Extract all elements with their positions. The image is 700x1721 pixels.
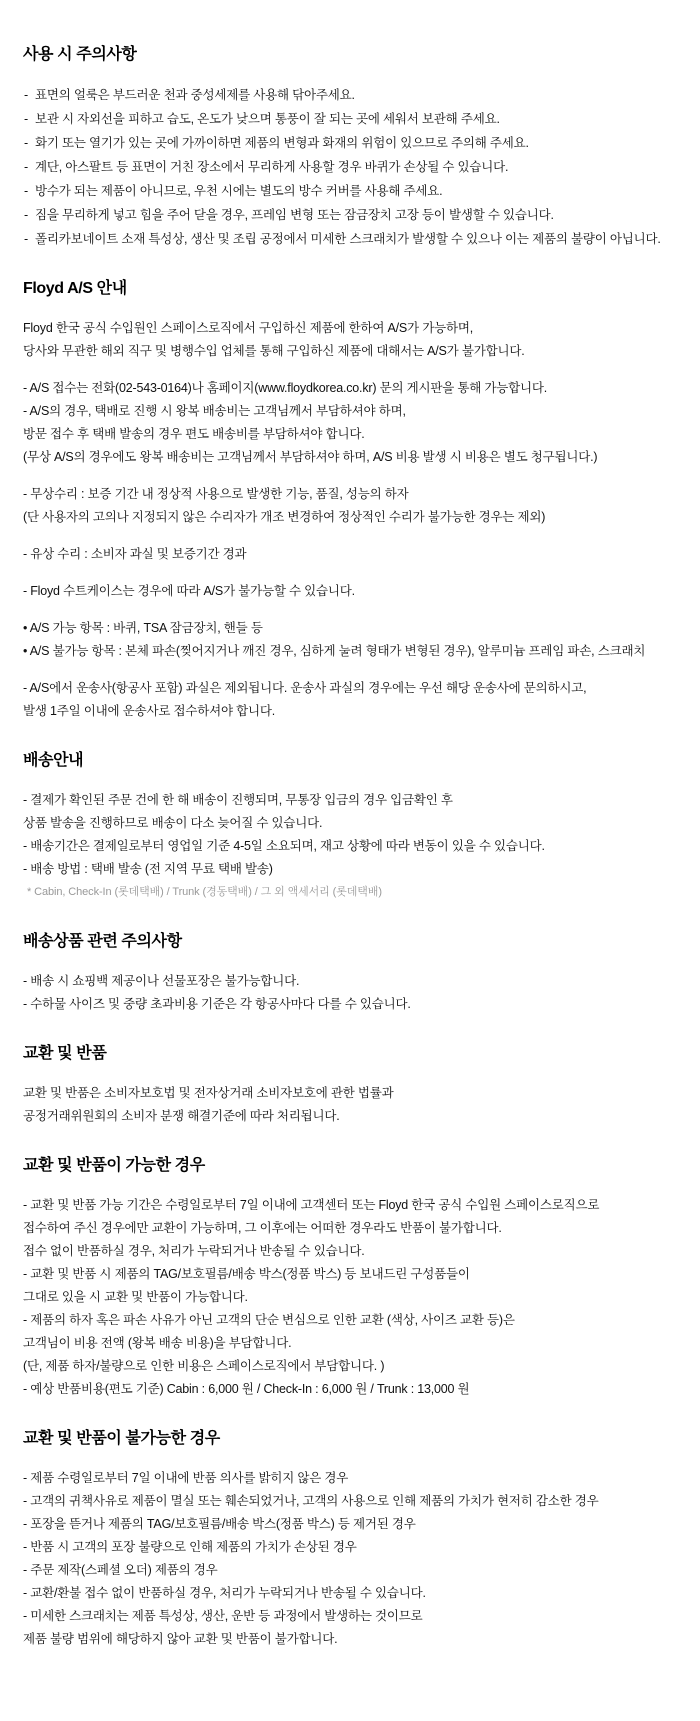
- text-line: - A/S에서 운송사(항공사 포함) 과실은 제외됩니다. 운송사 과실의 경우에는 우선 해당 운송사에 문의하시고,: [23, 681, 587, 695]
- list-item-text: 짐을 무리하게 넣고 힘을 주어 닫을 경우, 프레임 변형 또는 잠금장치 고장 등이 발생할 수 있습니다.: [35, 208, 554, 222]
- text-line: - 배송 방법 : 택배 발송 (전 지역 무료 택배 발송): [23, 862, 273, 876]
- text-line: - 예상 반품비용(편도 기준) Cabin : 6,000 원 / Check-In : 6,000 원 / Trunk : 13,000 원: [23, 1382, 470, 1396]
- dash-bullet-marker: -: [24, 184, 28, 198]
- section-shipping-product-precautions: [23, 931, 676, 1016]
- section-heading-exchange-return: 교환 및 반품: [23, 1045, 107, 1062]
- note-line: * Cabin, Check-In (롯데택배) / Trunk (경동택배) / 그 외 액세서리 (롯데택배): [27, 886, 382, 898]
- text-line: 발생 1주일 이내에 운송사로 접수하셔야 합니다.: [23, 704, 276, 718]
- text-line: - 결제가 확인된 주문 건에 한 해 배송이 진행되며, 무통장 입금의 경우 입금확인 후: [23, 793, 453, 807]
- dash-bullet-marker: -: [24, 160, 28, 174]
- text-line: 고객님이 비용 전액 (왕복 배송 비용)을 부담합니다.: [23, 1336, 292, 1350]
- paragraph: [23, 617, 676, 663]
- paragraph: [23, 970, 676, 1016]
- paragraph: [23, 677, 676, 723]
- bullet-list: [23, 83, 676, 251]
- text-line: - 포장을 뜯거나 제품의 TAG/보호필름/배송 박스(정품 박스) 등 제거된 경우: [23, 1517, 416, 1531]
- list-item: [23, 131, 676, 155]
- text-line: • A/S 가능 항목 : 바퀴, TSA 잠금장치, 핸들 등: [23, 621, 263, 635]
- text-line: - 교환/환불 접수 없이 반품하실 경우, 처리가 누락되거나 반송될 수 있습니다.: [23, 1586, 426, 1600]
- paragraph: [23, 377, 676, 469]
- paragraph: [23, 1194, 676, 1401]
- dash-bullet-marker: -: [24, 136, 28, 150]
- text-line: 접수하여 주신 경우에만 교환이 가능하며, 그 이후에는 어떠한 경우라도 반품이 불가합니다.: [23, 1221, 502, 1235]
- paragraph: [23, 789, 676, 904]
- text-line: 당사와 무관한 해외 직구 및 병행수입 업체를 통해 구입하신 제품에 대해서는 A/S가 불가합니다.: [23, 344, 525, 358]
- text-line: 접수 없이 반품하실 경우, 처리가 누락되거나 반송될 수 있습니다.: [23, 1244, 365, 1258]
- text-line: - 유상 수리 : 소비자 과실 및 보증기간 경과: [23, 547, 247, 561]
- text-line: Floyd 한국 공식 수입원인 스페이스로직에서 구입하신 제품에 한하여 A/S가 가능하며,: [23, 321, 473, 335]
- list-item-text: 표면의 얼룩은 부드러운 천과 중성세제를 사용해 닦아주세요.: [35, 88, 355, 102]
- text-line: 교환 및 반품은 소비자보호법 및 전자상거래 소비자보호에 관한 법률과: [23, 1086, 394, 1100]
- list-item: [23, 155, 676, 179]
- text-line: 공정거래위원회의 소비자 분쟁 해결기준에 따라 처리됩니다.: [23, 1109, 340, 1123]
- section-heading-usage-precautions: 사용 시 주의사항: [23, 46, 137, 63]
- paragraph: [23, 317, 676, 363]
- text-line: 방문 접수 후 택배 발송의 경우 편도 배송비를 부담하셔야 합니다.: [23, 427, 365, 441]
- text-line: 제품 불량 범위에 해당하지 않아 교환 및 반품이 불가합니다.: [23, 1632, 338, 1646]
- list-item: [23, 107, 676, 131]
- paragraph: [23, 543, 676, 566]
- section-exchange-return-possible: [23, 1155, 676, 1401]
- text-line: (무상 A/S의 경우에도 왕복 배송비는 고객님께서 부담하셔야 하며, A/S 비용 발생 시 비용은 별도 청구됩니다.): [23, 450, 598, 464]
- section-heading-shipping-guide: 배송안내: [23, 752, 84, 769]
- text-line: - 배송기간은 결제일로부터 영업일 기준 4-5일 소요되며, 재고 상황에 따라 변동이 있을 수 있습니다.: [23, 839, 545, 853]
- section-heading-floyd-as-guide: Floyd A/S 안내: [23, 280, 127, 297]
- list-item-text: 계단, 아스팔트 등 표면이 거친 장소에서 무리하게 사용할 경우 바퀴가 손상될 수 있습니다.: [35, 160, 509, 174]
- list-item: [23, 203, 676, 227]
- section-exchange-return: [23, 1043, 676, 1128]
- list-item-text: 방수가 되는 제품이 아니므로, 우천 시에는 별도의 방수 커버를 사용해 주세요.: [35, 184, 443, 198]
- section-heading-exchange-return-possible: 교환 및 반품이 가능한 경우: [23, 1157, 205, 1174]
- paragraph: [23, 1467, 676, 1651]
- list-item-text: 화기 또는 열기가 있는 곳에 가까이하면 제품의 변형과 화재의 위험이 있으므로 주의해 주세요.: [35, 136, 529, 150]
- text-line: - 배송 시 쇼핑백 제공이나 선물포장은 불가능합니다.: [23, 974, 300, 988]
- dash-bullet-marker: -: [24, 208, 28, 222]
- text-line: - 미세한 스크래치는 제품 특성상, 생산, 운반 등 과정에서 발생하는 것이므로: [23, 1609, 423, 1623]
- text-line: (단, 제품 하자/불량으로 인한 비용은 스페이스로직에서 부담합니다. ): [23, 1359, 385, 1373]
- list-item: [23, 227, 676, 251]
- text-line: - 무상수리 : 보증 기간 내 정상적 사용으로 발생한 기능, 품질, 성능의 하자: [23, 487, 409, 501]
- text-line: - A/S의 경우, 택배로 진행 시 왕복 배송비는 고객님께서 부담하셔야 하며,: [23, 404, 406, 418]
- section-heading-shipping-product-precautions: 배송상품 관련 주의사항: [23, 933, 182, 950]
- text-line: - Floyd 수트케이스는 경우에 따라 A/S가 불가능할 수 있습니다.: [23, 584, 355, 598]
- list-item-text: 폴리카보네이트 소재 특성상, 생산 및 조립 공정에서 미세한 스크래치가 발생할 수 있으나 이는 제품의 불량이 아닙니다.: [35, 232, 661, 246]
- dash-bullet-marker: -: [24, 112, 28, 126]
- text-line: - 제품 수령일로부터 7일 이내에 반품 의사를 밝히지 않은 경우: [23, 1471, 349, 1485]
- text-line: - 수하물 사이즈 및 중량 초과비용 기준은 각 항공사마다 다를 수 있습니다.: [23, 997, 411, 1011]
- dash-bullet-marker: -: [24, 88, 28, 102]
- text-line: 그대로 있을 시 교환 및 반품이 가능합니다.: [23, 1290, 248, 1304]
- paragraph: [23, 1082, 676, 1128]
- list-item: [23, 83, 676, 107]
- section-usage-precautions: [23, 44, 676, 251]
- section-floyd-as-guide: [23, 278, 676, 723]
- text-line: - 교환 및 반품 가능 기간은 수령일로부터 7일 이내에 고객센터 또는 Floyd 한국 공식 수입원 스페이스로직으로: [23, 1198, 600, 1212]
- section-heading-exchange-return-impossible: 교환 및 반품이 불가능한 경우: [23, 1430, 220, 1447]
- text-line: (단 사용자의 고의나 지정되지 않은 수리자가 개조 변경하여 정상적인 수리가 불가능한 경우는 제외): [23, 510, 546, 524]
- paragraph: [23, 580, 676, 603]
- text-line: - 주문 제작(스페셜 오더) 제품의 경우: [23, 1563, 218, 1577]
- text-line: - 교환 및 반품 시 제품의 TAG/보호필름/배송 박스(정품 박스) 등 보내드린 구성품들이: [23, 1267, 470, 1281]
- text-line: - 고객의 귀책사유로 제품이 멸실 또는 훼손되었거나, 고객의 사용으로 인해 제품의 가치가 현저히 감소한 경우: [23, 1494, 599, 1508]
- paragraph: [23, 483, 676, 529]
- list-item-text: 보관 시 자외선을 피하고 습도, 온도가 낮으며 통풍이 잘 되는 곳에 세워서 보관해 주세요.: [35, 112, 500, 126]
- list-item: [23, 179, 676, 203]
- text-line: - A/S 접수는 전화(02-543-0164)나 홈페이지(www.floydkorea.co.kr) 문의 게시판을 통해 가능합니다.: [23, 381, 548, 395]
- section-shipping-guide: [23, 750, 676, 904]
- text-line: 상품 발송을 진행하므로 배송이 다소 늦어질 수 있습니다.: [23, 816, 323, 830]
- text-line: - 제품의 하자 혹은 파손 사유가 아닌 고객의 단순 변심으로 인한 교환 (색상, 사이즈 교환 등)은: [23, 1313, 515, 1327]
- section-exchange-return-impossible: [23, 1428, 676, 1651]
- text-line: • A/S 불가능 항목 : 본체 파손(찢어지거나 깨진 경우, 심하게 눌려 형태가 변형된 경우), 알루미늄 프레임 파손, 스크래치: [23, 644, 646, 658]
- text-line: - 반품 시 고객의 포장 불량으로 인해 제품의 가치가 손상된 경우: [23, 1540, 357, 1554]
- dash-bullet-marker: -: [24, 232, 28, 246]
